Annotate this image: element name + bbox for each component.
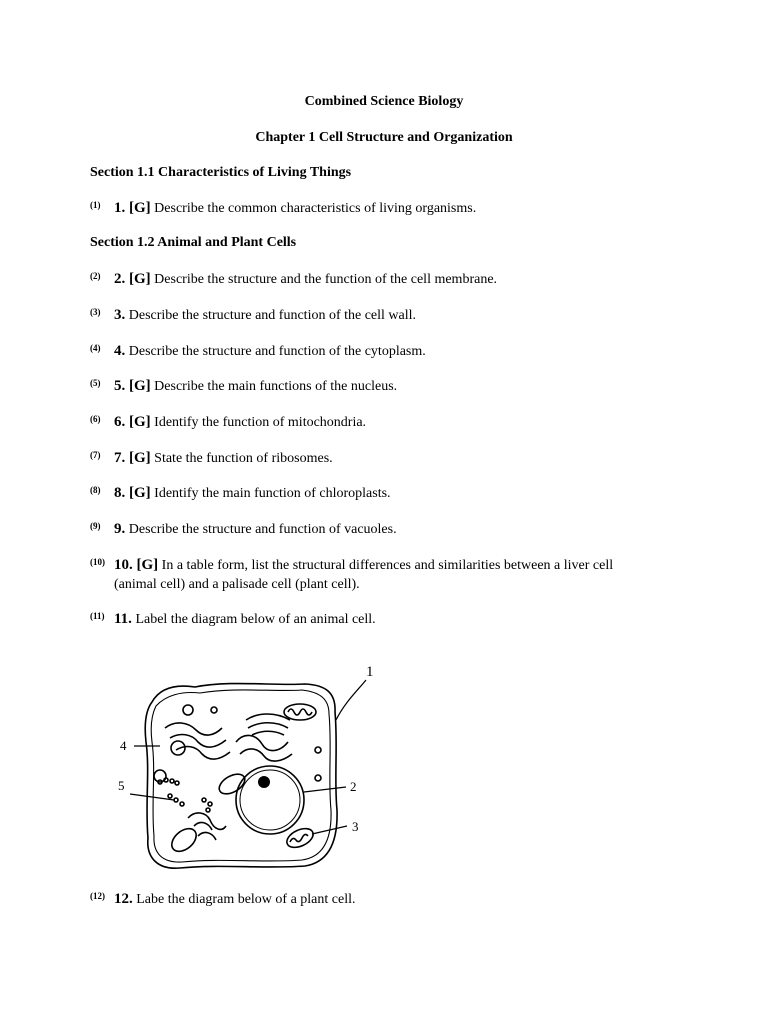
question-text: Labe the diagram below of a plant cell. <box>136 892 356 907</box>
section-heading: Section 1.1 Characteristics of Living Things <box>90 165 352 180</box>
animal-cell-diagram <box>0 650 768 880</box>
question-number: (7) <box>90 450 101 460</box>
question-8 <box>90 484 690 503</box>
diagram-label-2: 2 <box>350 779 357 794</box>
question-number: (10) <box>90 557 105 567</box>
nucleus <box>236 766 304 834</box>
question-label: 10. [G] <box>114 557 159 573</box>
chapter-title: Chapter 1 Cell Structure and Organization <box>255 130 513 145</box>
question-10 <box>90 556 710 594</box>
diagram-label-3: 3 <box>352 819 359 834</box>
diagram-label-5: 5 <box>118 778 125 793</box>
question-text: Describe the main functions of the nucleus. <box>154 379 398 394</box>
question-text-line2: (animal cell) and a palisade cell (plant cell). <box>114 577 360 592</box>
question-label: 5. [G] <box>114 378 151 394</box>
question-text: Identify the main function of chloroplasts. <box>154 486 391 501</box>
question-number: (3) <box>90 307 101 317</box>
question-label: 7. [G] <box>114 450 151 466</box>
question-5 <box>90 377 690 396</box>
question-label: 2. [G] <box>114 271 151 287</box>
question-text: Describe the structure and function of the cytoplasm. <box>128 344 426 359</box>
question-number: (9) <box>90 521 101 531</box>
question-text: Describe the structure and function of the cell wall. <box>128 308 417 323</box>
mitochondrion <box>167 824 200 856</box>
question-4 <box>90 342 690 361</box>
question-number: (8) <box>90 485 101 495</box>
question-text: Describe the structure and function of vacuoles. <box>128 522 397 537</box>
question-number: (11) <box>90 611 105 621</box>
question-1 <box>90 199 690 218</box>
question-6 <box>90 413 690 432</box>
question-label: 12. <box>114 891 133 907</box>
question-number: (5) <box>90 378 101 388</box>
question-label: 8. [G] <box>114 485 151 501</box>
question-label: 4. <box>114 343 126 359</box>
question-2 <box>90 270 690 289</box>
mitochondrion <box>216 770 248 798</box>
question-text: In a table form, list the structural differences and similarities between a liver cell <box>161 558 614 573</box>
nucleolus <box>258 776 270 788</box>
section-heading: Section 1.2 Animal and Plant Cells <box>90 235 297 250</box>
question-number: (6) <box>90 414 101 424</box>
document-title: Combined Science Biology <box>304 94 464 109</box>
question-9 <box>90 520 690 539</box>
question-label: 11. <box>114 611 132 627</box>
diagram-label-4: 4 <box>120 738 127 753</box>
vacuole <box>171 741 185 755</box>
question-11 <box>90 610 690 629</box>
question-text: Describe the common characteristics of living organisms. <box>154 201 477 216</box>
question-text: Label the diagram below of an animal cell. <box>135 612 376 627</box>
diagram-label-1: 1 <box>366 664 374 680</box>
question-label: 6. [G] <box>114 414 151 430</box>
question-12 <box>90 890 690 909</box>
question-text: Identify the function of mitochondria. <box>154 415 367 430</box>
question-number: (12) <box>90 891 105 901</box>
question-label: 3. <box>114 307 126 323</box>
question-label: 9. <box>114 521 126 537</box>
question-number: (2) <box>90 271 101 281</box>
cell-membrane <box>145 683 337 868</box>
question-3 <box>90 306 690 325</box>
question-label: 1. [G] <box>114 200 151 216</box>
question-text: Describe the structure and the function of the cell membrane. <box>154 272 498 287</box>
question-7 <box>90 449 690 468</box>
question-number: (4) <box>90 343 101 353</box>
question-number: (1) <box>90 200 101 210</box>
question-text: State the function of ribosomes. <box>154 451 333 466</box>
